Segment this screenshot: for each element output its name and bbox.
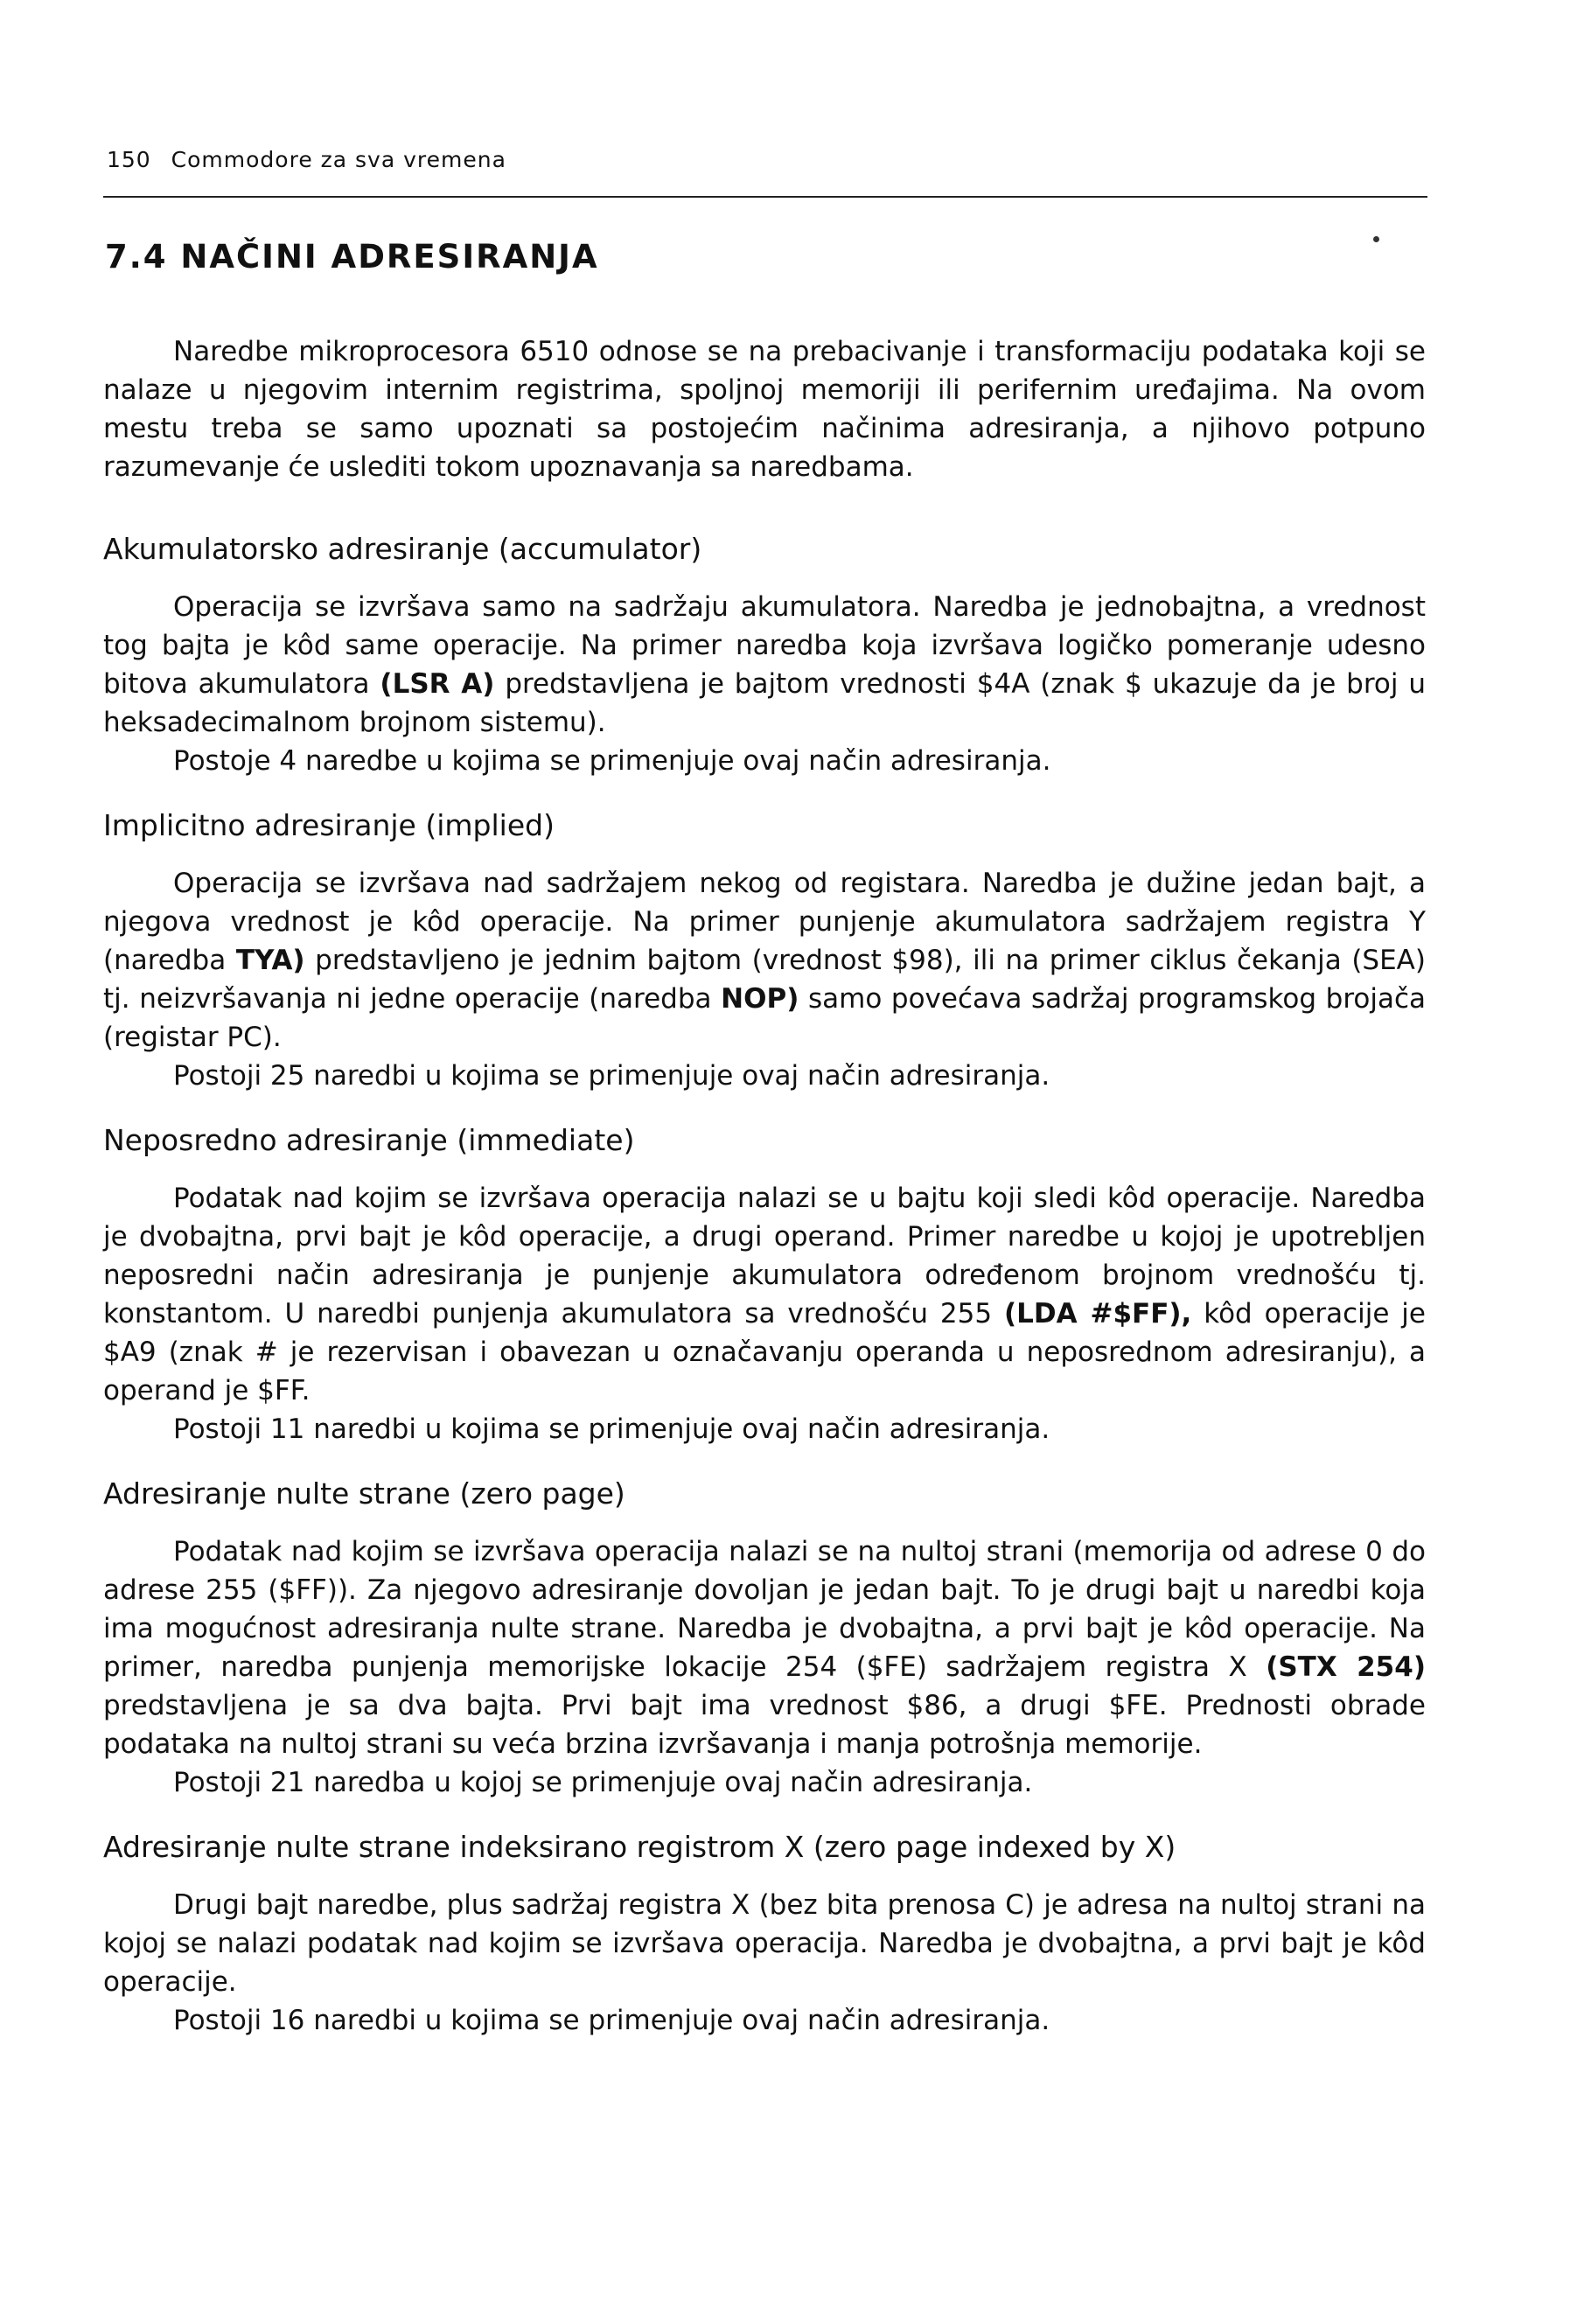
instruction-example: (LDA #$FF), [1004, 1298, 1192, 1329]
instruction-example: (STX 254) [1266, 1651, 1426, 1683]
section-heading: Adresiranje nulte strane indeksirano registrom X (zero page indexed by X) [103, 1830, 1176, 1864]
section-heading: Adresiranje nulte strane (zero page) [103, 1476, 625, 1511]
instruction-example: (LSR A) [380, 668, 495, 700]
section-paragraph: Operacija se izvršava nad sadržajem nekog od registara. Naredba je dužine jedan bajt, a njegova vrednost je kôd operacije. Na primer punjenje akumulatora sadržajem registra Y (naredba TYA) predstavljeno je jednim bajtom (vrednost $98), ili na primer ciklus čekanja (SEA) tj. neizvršavanja ni jedne operacije (naredba NOP) samo povećava sadržaj programskog brojača (registar PC). [103, 868, 1426, 1053]
section-paragraph: Podatak nad kojim se izvršava operacija nalazi se na nultoj strani (memorija od adrese 0 do adrese 255 ($FF)). Za njegovo adresiranje dovoljan je jedan bajt. To je drugi bajt u naredbi koja ima mogućnost adresiranja nulte strane. Naredba je dvobajtna, a prvi bajt je kôd operacije. Na primer, naredba punjenja memorijske lokacije 254 ($FE) sadržajem registra X (STX 254) predstavljena je sa dva bajta. Prvi bajt ima vrednost $86, a drugi $FE. Prednosti obrade podataka na nultoj strani su veća brzina izvršavanja i manja potrošnja memorije. [103, 1536, 1426, 1760]
body-text [103, 332, 1426, 2040]
section-count-note: Postoji 21 naredba u kojoj se primenjuje ovaj način adresiranja. [173, 1767, 1033, 1798]
section-paragraph: Operacija se izvršava samo na sadržaju akumulatora. Naredba je jednobajtna, a vrednost tog bajta je kôd same operacije. Na primer naredba koja izvršava logičko pomeranje udesno bitova akumulatora (LSR A) predstavljena je bajtom vrednosti $4A (znak $ ukazuje da je broj u heksadecimalnom brojnom sistemu). [103, 591, 1426, 738]
running-header [107, 147, 506, 172]
section-paragraph: Podatak nad kojim se izvršava operacija nalazi se u bajtu koji sledi kôd operacije. Naredba je dvobajtna, prvi bajt je kôd operacije, a drugi operand. Primer naredbe u kojoj je upotrebljen neposredni način adresiranja je punjenje akumulatora određenom brojnom vrednošću tj. konstantom. U naredbi punjenja akumulatora sa vrednošću 255 (LDA #$FF), kôd operacije je $A9 (znak # je rezervisan i obavezan u označavanju operanda u neposrednom adresiranju), a operand je $FF. [103, 1183, 1426, 1406]
section-immediate [103, 1121, 1426, 1448]
running-title: Commodore za sva vremena [171, 147, 506, 172]
intro-paragraph: Naredbe mikroprocesora 6510 odnose se na prebacivanje i transformaciju podataka koji se nalaze u njegovim internim registrima, spoljnoj memoriji ili perifernim uređajima. Na ovom mestu treba se samo upoznati sa postojećim načinima adresiranja, a njihovo potpuno razumevanje će uslediti tokom upoznavanja sa naredbama. [103, 336, 1426, 483]
section-accumulator [103, 530, 1426, 780]
section-count-note: Postoji 16 naredbi u kojima se primenjuje ovaj način adresiranja. [173, 2005, 1050, 2036]
section-implied [103, 806, 1426, 1095]
chapter-title: 7.4 NAČINI ADRESIRANJA [105, 238, 599, 276]
section-heading: Neposredno adresiranje (immediate) [103, 1123, 635, 1157]
section-zero-page [103, 1475, 1426, 1802]
section-heading: Implicitno adresiranje (implied) [103, 808, 555, 842]
scan-speck [1373, 236, 1379, 242]
instruction-example: NOP) [721, 983, 799, 1015]
section-count-note: Postoje 4 naredbe u kojima se primenjuje ovaj način adresiranja. [173, 745, 1051, 777]
instruction-example: TYA) [235, 945, 305, 976]
section-paragraph: Drugi bajt naredbe, plus sadržaj registra X (bez bita prenosa C) je adresa na nultoj strani na kojoj se nalazi podatak nad kojim se izvršava operacija. Naredba je dvobajtna, a prvi bajt je kôd operacije. [103, 1889, 1426, 1998]
page-number: 150 [107, 147, 151, 172]
header-rule [103, 196, 1427, 198]
section-heading: Akumulatorsko adresiranje (accumulator) [103, 532, 702, 566]
section-count-note: Postoji 25 naredbi u kojima se primenjuje ovaj način adresiranja. [173, 1060, 1050, 1092]
section-count-note: Postoji 11 naredbi u kojima se primenjuje ovaj način adresiranja. [173, 1413, 1050, 1445]
section-zero-page-indexed-x [103, 1828, 1426, 2040]
